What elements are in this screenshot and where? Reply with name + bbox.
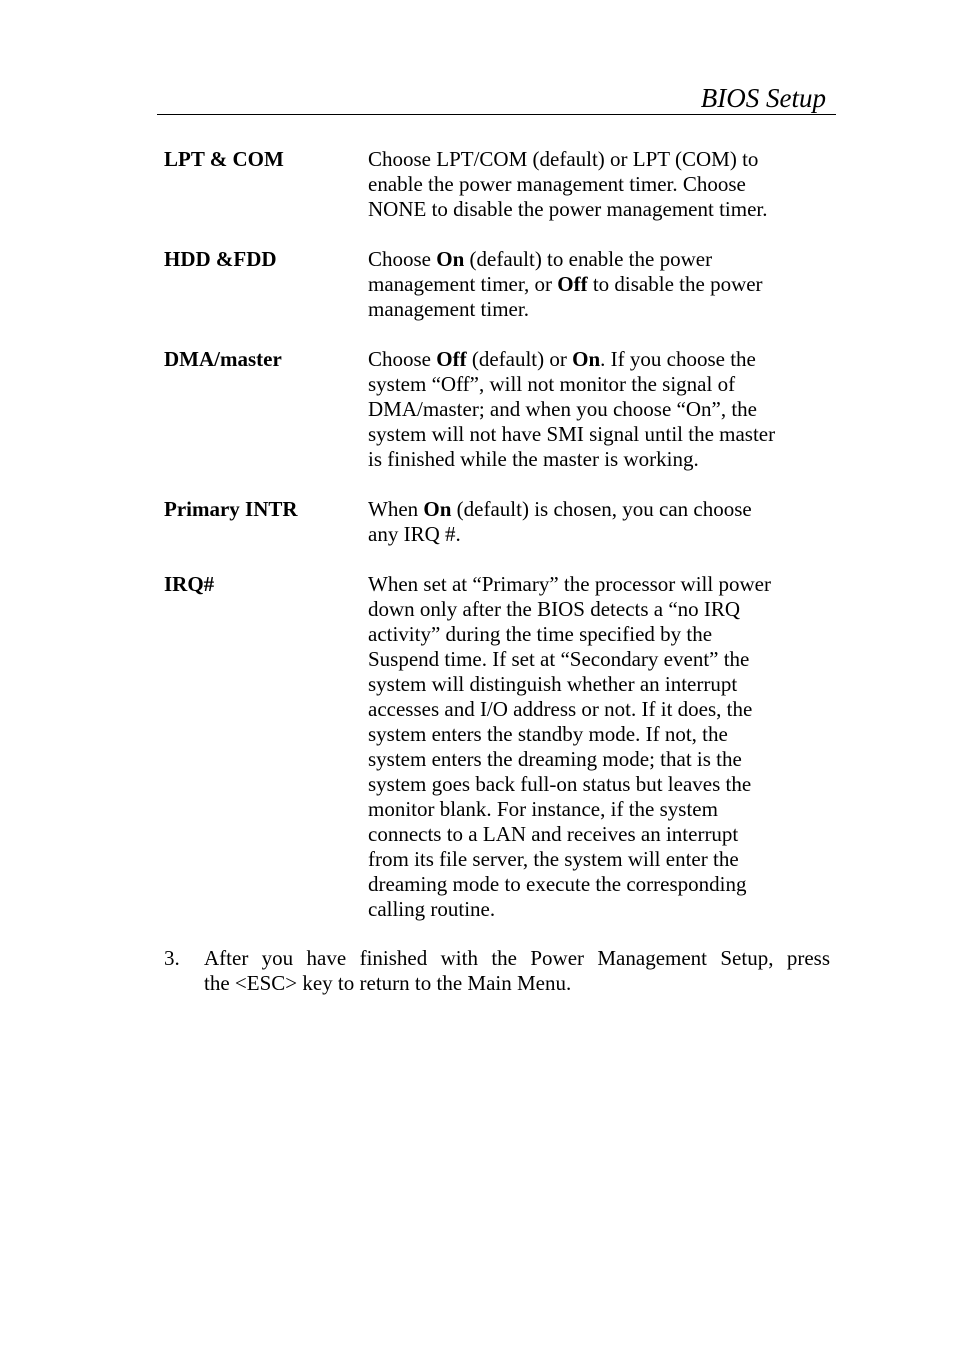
text-run: (default) to enable the power bbox=[464, 247, 713, 271]
step-number: 3. bbox=[164, 946, 180, 970]
description-line: system will distinguish whether an interrupt bbox=[368, 672, 738, 696]
entry-term: HDD &FDD bbox=[164, 247, 277, 271]
description-line: system will not have SMI signal until the master bbox=[368, 422, 776, 446]
description-line: When set at “Primary” the processor will power bbox=[368, 572, 771, 596]
description-line: monitor blank. For instance, if the system bbox=[368, 797, 718, 821]
description-line: Choose LPT/COM (default) or LPT (COM) to bbox=[368, 147, 759, 171]
description-line: down only after the BIOS detects a “no IRQ bbox=[368, 597, 741, 621]
page-title: BIOS Setup bbox=[700, 83, 826, 113]
description-line: calling routine. bbox=[368, 897, 496, 921]
step-text bbox=[204, 946, 830, 996]
entry-description bbox=[368, 497, 836, 547]
bold-option: Off bbox=[436, 347, 467, 371]
definition-list bbox=[164, 147, 836, 947]
description-line: DMA/master; and when you choose “On”, the bbox=[368, 397, 757, 421]
description-line: any IRQ #. bbox=[368, 522, 461, 546]
description-line: system “Off”, will not monitor the signal of bbox=[368, 372, 736, 396]
bold-option: Off bbox=[557, 272, 588, 296]
entry-term: LPT & COM bbox=[164, 147, 284, 171]
description-line bbox=[368, 247, 836, 272]
description-line bbox=[368, 272, 836, 297]
entry-term: DMA/master bbox=[164, 347, 282, 371]
entry-dma-master bbox=[164, 347, 836, 472]
entry-lpt-com bbox=[164, 147, 836, 222]
text-run: Choose bbox=[368, 347, 437, 371]
entry-primary-intr bbox=[164, 497, 836, 547]
text-run: Choose bbox=[368, 247, 437, 271]
bold-option: On bbox=[423, 497, 452, 521]
text-run: to disable the power bbox=[587, 272, 763, 296]
description-line: system goes back full-on status but leaves the bbox=[368, 772, 752, 796]
description-line: Suspend time. If set at “Secondary event” the bbox=[368, 647, 750, 671]
text-run: (default) is chosen, you can choose bbox=[451, 497, 752, 521]
entry-description bbox=[368, 572, 836, 922]
entry-description bbox=[368, 147, 836, 222]
bold-option: On bbox=[572, 347, 601, 371]
page-header bbox=[157, 80, 836, 115]
description-line bbox=[368, 497, 836, 522]
description-line: from its file server, the system will enter the bbox=[368, 847, 739, 871]
description-line: system enters the dreaming mode; that is the bbox=[368, 747, 742, 771]
entry-description bbox=[368, 347, 836, 472]
text-run: When bbox=[368, 497, 424, 521]
bold-option: On bbox=[436, 247, 465, 271]
entry-term: IRQ# bbox=[164, 572, 215, 596]
entry-hdd-fdd bbox=[164, 247, 836, 322]
description-line: system enters the standby mode. If not, the bbox=[368, 722, 728, 746]
description-line: enable the power management timer. Choose bbox=[368, 172, 746, 196]
step-line: After you have finished with the Power Management Setup, press bbox=[204, 946, 830, 970]
entry-irq bbox=[164, 572, 836, 922]
description-line: connects to a LAN and receives an interrupt bbox=[368, 822, 739, 846]
text-run: . If you choose the bbox=[600, 347, 756, 371]
description-line: dreaming mode to execute the corresponding bbox=[368, 872, 747, 896]
description-line: management timer. bbox=[368, 297, 529, 321]
entry-term: Primary INTR bbox=[164, 497, 298, 521]
description-line: is finished while the master is working. bbox=[368, 447, 699, 471]
description-line: activity” during the time specified by the bbox=[368, 622, 713, 646]
text-run: management timer, or bbox=[368, 272, 558, 296]
description-line bbox=[368, 347, 836, 372]
step-line: the <ESC> key to return to the Main Menu. bbox=[204, 971, 572, 995]
entry-description bbox=[368, 247, 836, 322]
description-line: NONE to disable the power management timer. bbox=[368, 197, 768, 221]
description-line: accesses and I/O address or not. If it does, the bbox=[368, 697, 753, 721]
text-run: (default) or bbox=[466, 347, 573, 371]
